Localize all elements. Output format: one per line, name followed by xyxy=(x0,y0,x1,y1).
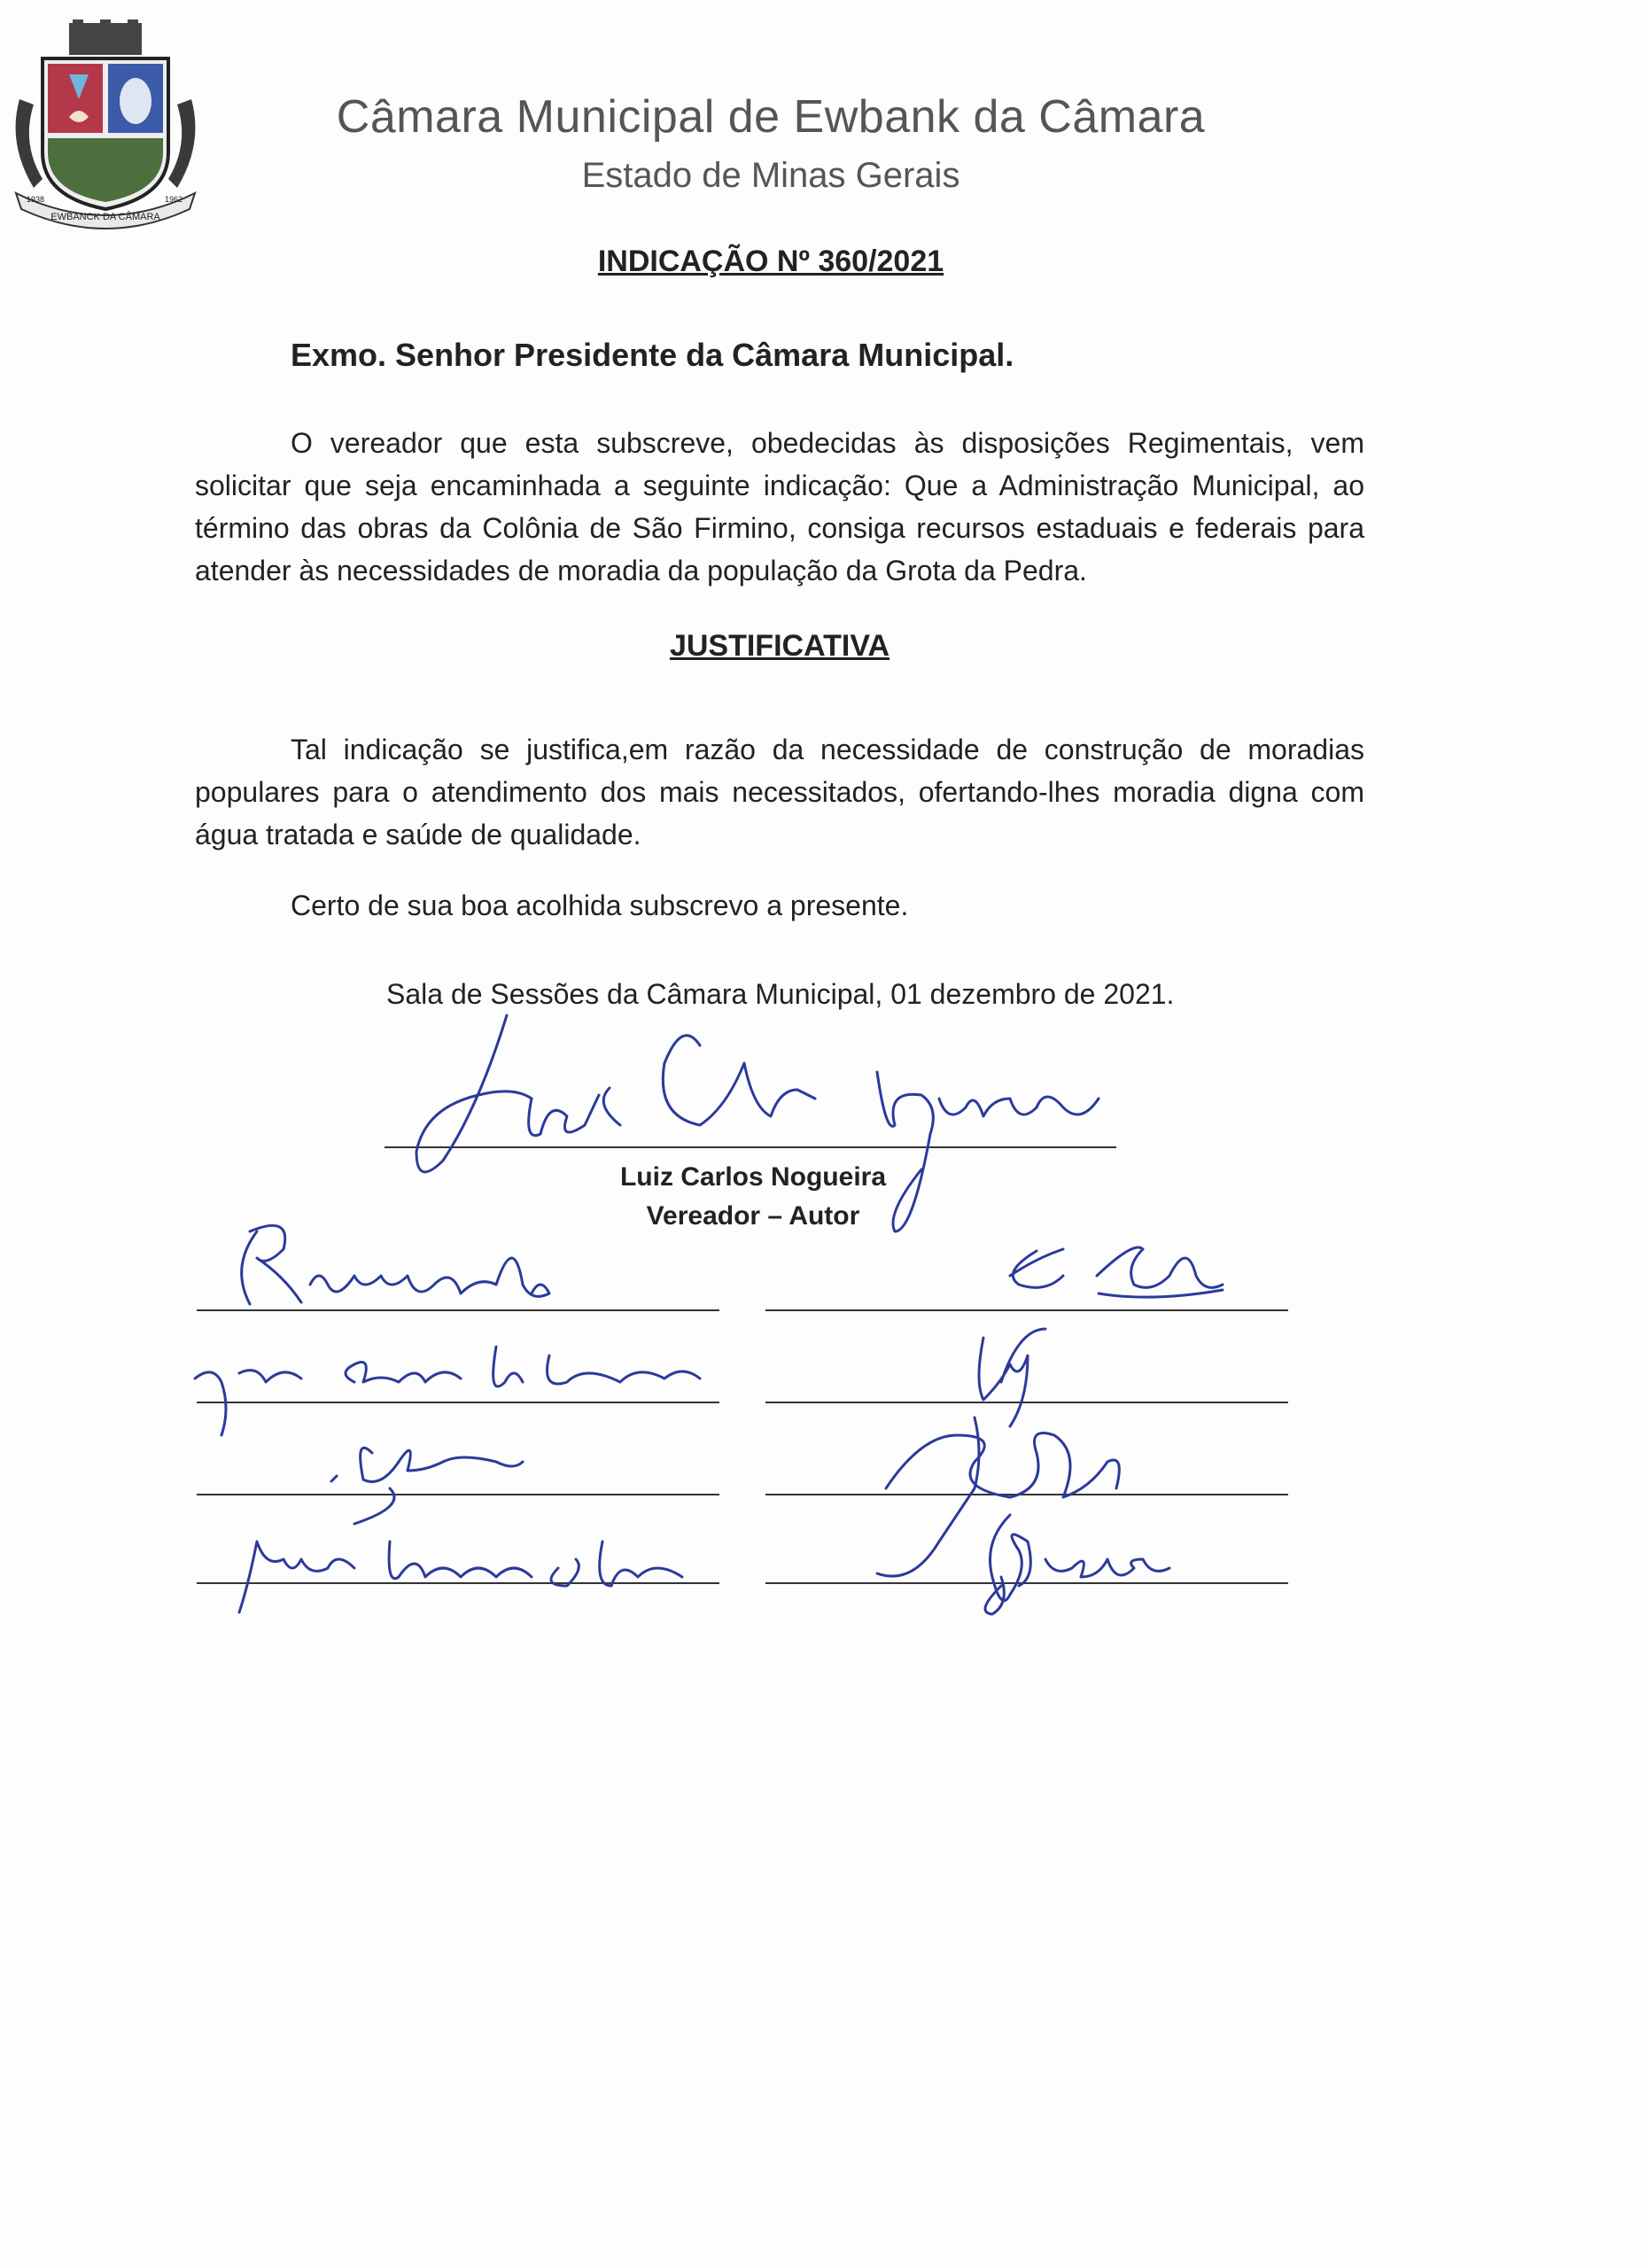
signature-third-left xyxy=(331,1448,523,1524)
crest-year-left: 1938 xyxy=(27,195,45,204)
municipal-crest-icon xyxy=(7,19,204,230)
document-number: INDICAÇÃO Nº 360/2021 xyxy=(597,245,944,278)
crest-ribbon-text: EWBANCK DA CÂMARA xyxy=(50,212,160,222)
signature-line-left-2 xyxy=(197,1402,719,1403)
justification-text: Tal indicação se justifica,em razão da necessidade de construção de moradias populares para o atendimento dos mais necessitados, ofertando-lhes moradia digna com água tratada e saúde de qualidade. xyxy=(195,734,1364,850)
signature-line-left-3 xyxy=(197,1494,719,1495)
signature-right-2 xyxy=(979,1329,1045,1426)
salutation: Exmo. Senhor Presidente da Câmara Municipal. xyxy=(291,337,1014,373)
closing-text: Certo de sua boa acolhida subscrevo a presente. xyxy=(291,889,909,921)
author-name: Luiz Carlos Nogueira xyxy=(619,1162,887,1192)
signature-line-left-4 xyxy=(197,1582,719,1584)
body-paragraph xyxy=(195,422,1364,592)
crest-year-right: 1962 xyxy=(165,195,183,204)
place-date: Sala de Sessões da Câmara Municipal, 01 dezembro de 2021. xyxy=(386,978,1175,1010)
signature-raimundo xyxy=(242,1225,549,1304)
author-role: Vereador – Autor xyxy=(646,1201,860,1231)
justification-paragraph xyxy=(195,728,1364,856)
signature-jose-solano xyxy=(195,1347,700,1435)
author-signature-line xyxy=(385,1146,1116,1148)
justification-heading: JUSTIFICATIVA xyxy=(669,629,890,663)
author-signature xyxy=(416,1015,1099,1231)
signature-line-right-2 xyxy=(765,1402,1288,1403)
signature-line-left-1 xyxy=(197,1309,719,1311)
signature-right-3 xyxy=(877,1418,1119,1576)
institution-title: Câmara Municipal de Ewbank da Câmara xyxy=(336,91,1206,143)
signature-right-1 xyxy=(1010,1247,1223,1297)
body-text: O vereador que esta subscreve, obedecidas às disposições Regimentais, vem solicitar que seja encaminhada a seguinte indicação: Que a Administração Municipal, ao término das obras da Colônia de São Firmino, consiga recursos estaduais e federais para atender às necessidades de moradia da população da Grota da Pedra. xyxy=(195,427,1364,586)
signature-line-right-4 xyxy=(765,1582,1288,1584)
signature-line-right-1 xyxy=(765,1309,1288,1311)
signature-marco-henrique xyxy=(239,1542,682,1612)
signature-line-right-3 xyxy=(765,1494,1288,1495)
signature-right-4 xyxy=(985,1515,1169,1614)
state-subtitle: Estado de Minas Gerais xyxy=(581,156,960,195)
